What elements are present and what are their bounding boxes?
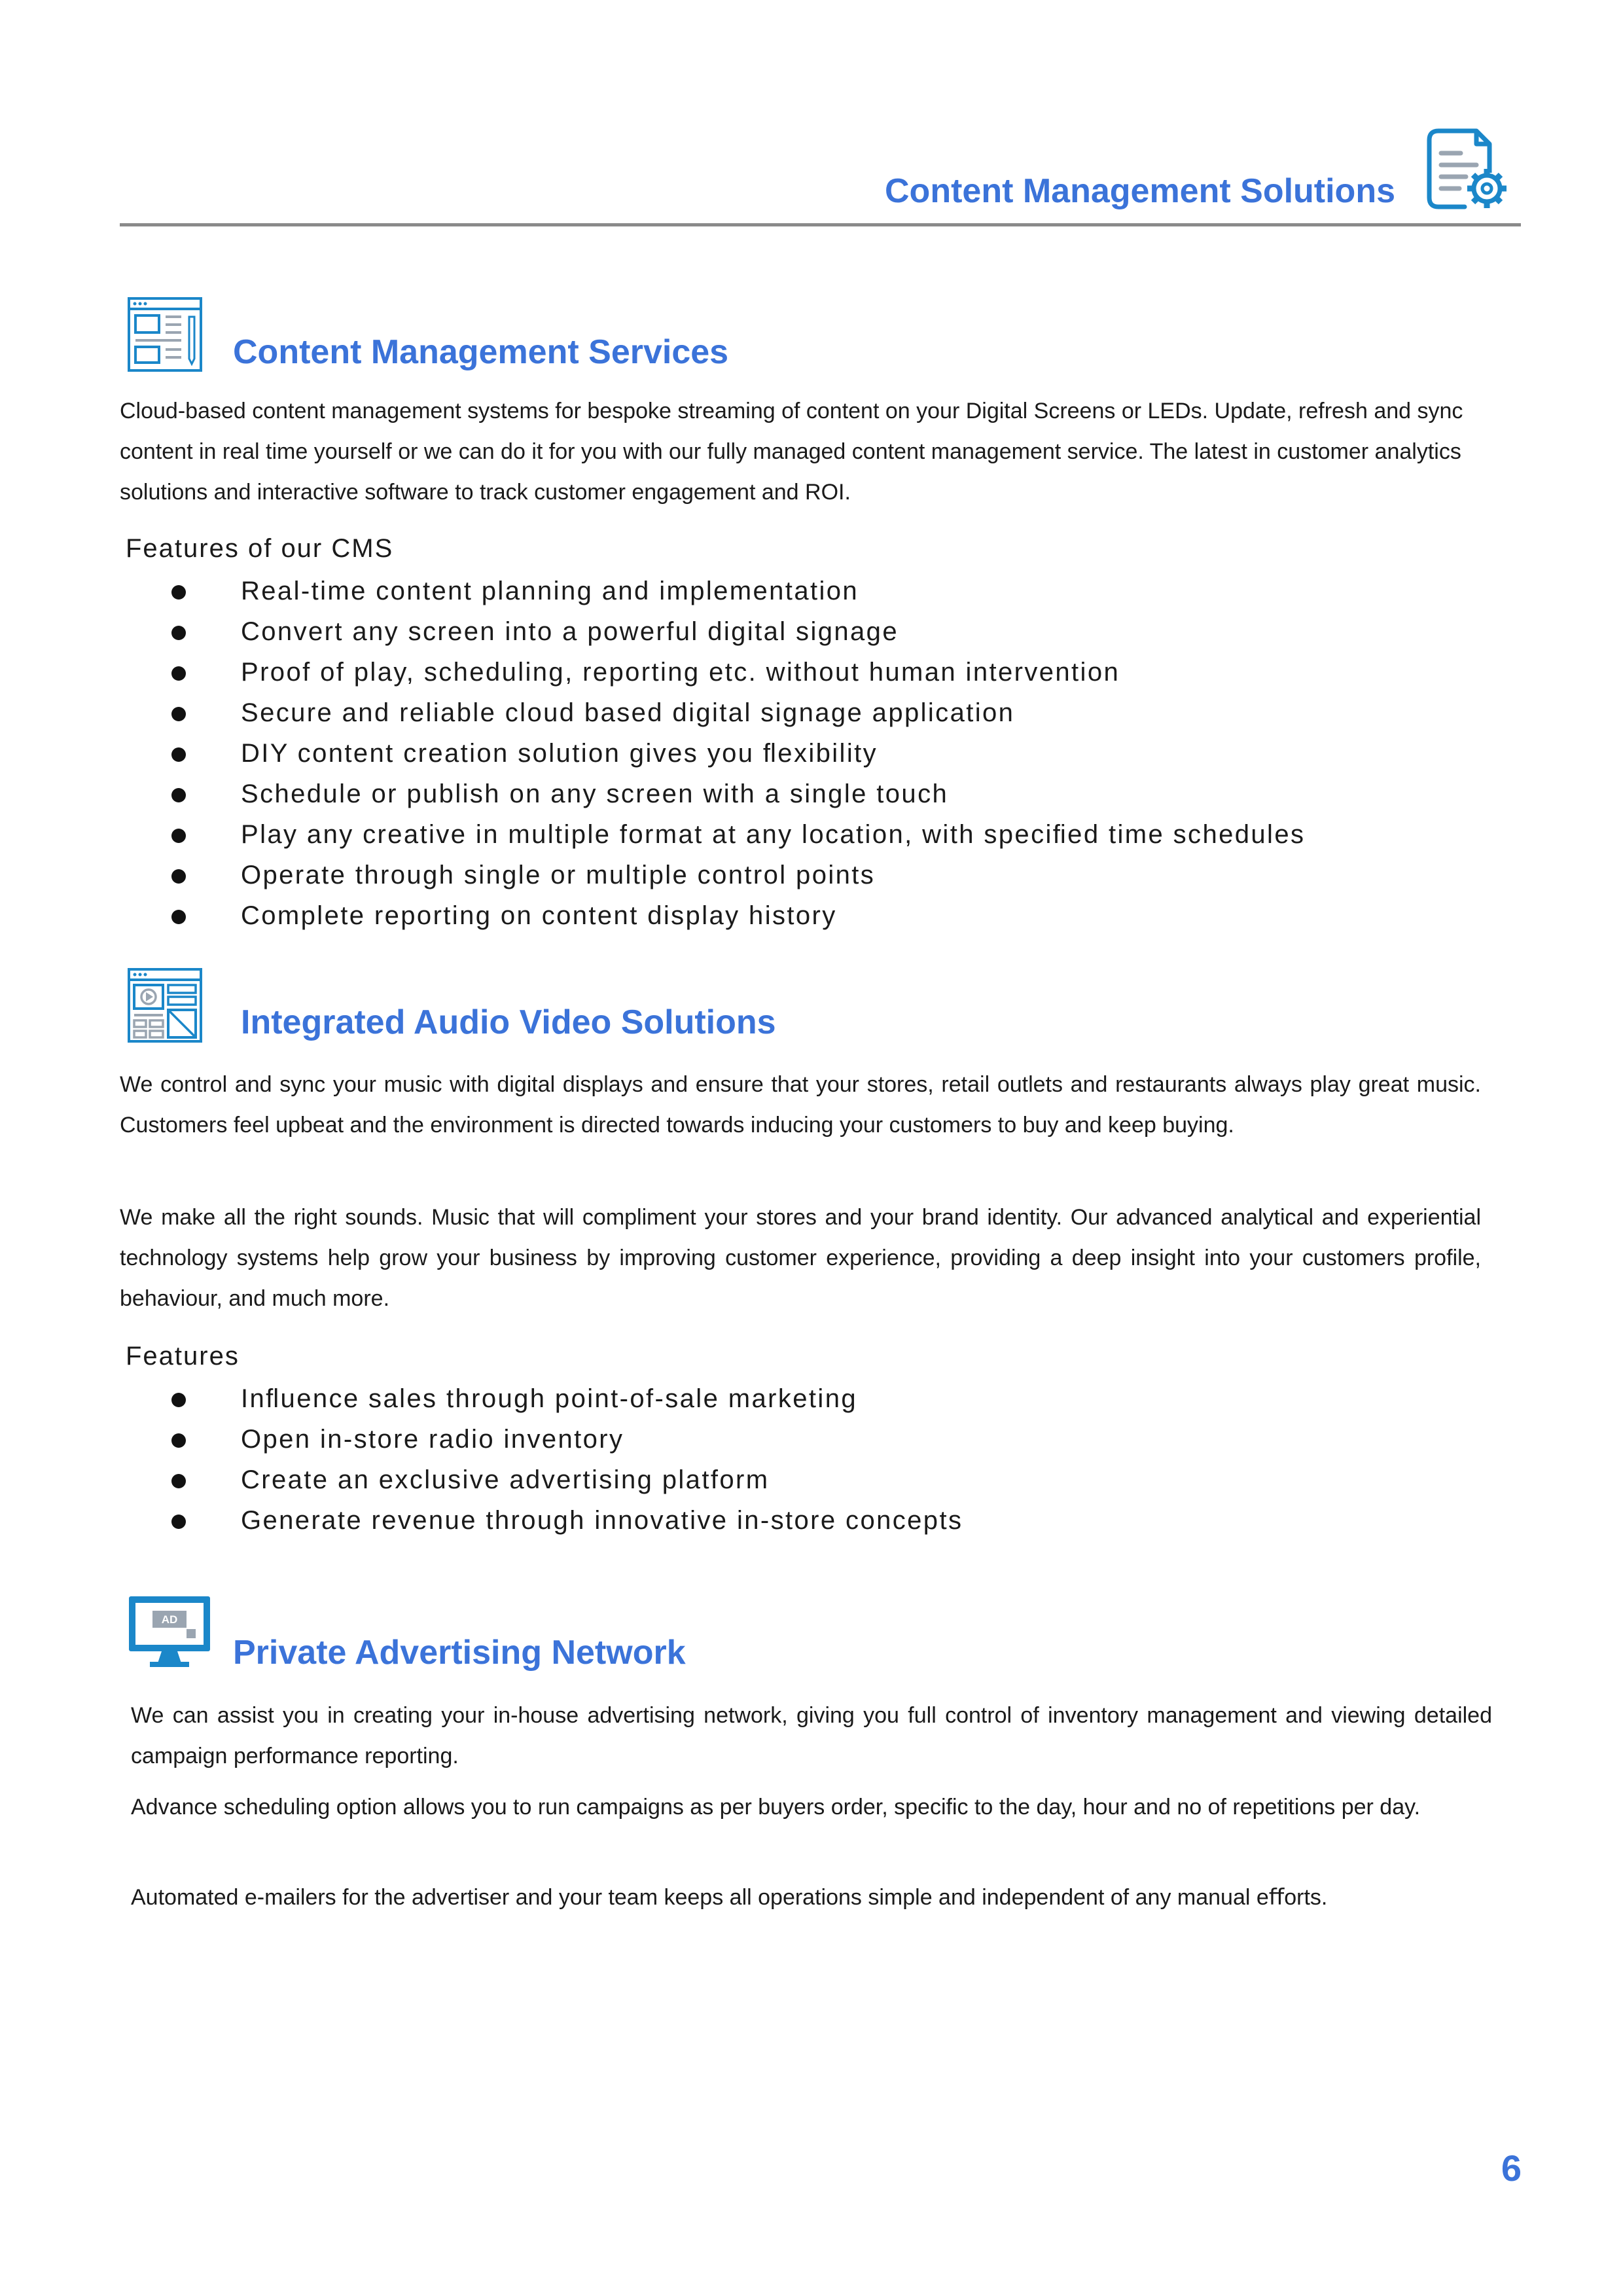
list-item: Create an exclusive advertising platform bbox=[170, 1460, 963, 1500]
section-title-content-management-services: Content Management Services bbox=[233, 333, 729, 371]
header-divider bbox=[120, 223, 1521, 226]
section-paragraph: We control and sync your music with digital displays and ensure that your stores, retail outlets and restaurants always play great music. Customers feel upbeat and the environment is directed towards inducing your customers to buy and keep buying. bbox=[120, 1072, 1481, 1138]
features-list bbox=[170, 571, 1305, 936]
document-gear-icon bbox=[1419, 122, 1514, 217]
section-paragraph: Advance scheduling option allows you to run campaigns as per buyers order, speciﬁc to the day, hour and no of repetitions per day. bbox=[131, 1795, 1421, 1820]
list-item: Convert any screen into a powerful digital signage bbox=[170, 611, 1305, 652]
list-item: Schedule or publish on any screen with a single touch bbox=[170, 774, 1305, 814]
list-item: Play any creative in multiple format at any location, with speciﬁed time schedules bbox=[170, 814, 1305, 855]
section-title-integrated-audio-video: Integrated Audio Video Solutions bbox=[241, 1003, 776, 1041]
list-item: Secure and reliable cloud based digital signage application bbox=[170, 692, 1305, 733]
list-item: Operate through single or multiple control points bbox=[170, 855, 1305, 895]
list-item: Inﬂuence sales through point-of-sale marketing bbox=[170, 1378, 963, 1419]
features-heading: Features of our CMS bbox=[126, 534, 394, 563]
ad-monitor-icon bbox=[126, 1594, 213, 1671]
section-paragraph: Cloud-based content management systems for bespoke streaming of content on your Digital Screens or LEDs. Update, refresh and sync content in real time yourself or we can do it for you with our fully managed content management service. The latest in customer analytics solutions and interactive software to track customer engagement and ROI. bbox=[120, 399, 1463, 505]
media-player-window-icon bbox=[126, 967, 204, 1044]
header-title: Content Management Solutions bbox=[885, 172, 1395, 210]
section-paragraph: Automated e-mailers for the advertiser and your team keeps all operations simple and independent of any manual eﬀorts. bbox=[131, 1885, 1328, 1910]
list-item: Real-time content planning and implementation bbox=[170, 571, 1305, 611]
svg-text:AD: AD bbox=[161, 1613, 178, 1626]
list-item: Complete reporting on content display history bbox=[170, 895, 1305, 936]
list-item: DIY content creation solution gives you ﬂexibility bbox=[170, 733, 1305, 774]
section-paragraph: We can assist you in creating your in-house advertising network, giving you full control of inventory management and viewing detailed campaign performance reporting. bbox=[131, 1703, 1492, 1768]
section-title-private-advertising-network: Private Advertising Network bbox=[233, 1634, 686, 1672]
page-number: 6 bbox=[1501, 2147, 1522, 2189]
list-item: Generate revenue through innovative in-store concepts bbox=[170, 1500, 963, 1541]
list-item: Open in-store radio inventory bbox=[170, 1419, 963, 1460]
features-list bbox=[170, 1378, 963, 1541]
features-heading: Features bbox=[126, 1342, 240, 1371]
section-paragraph: We make all the right sounds. Music that will compliment your stores and your brand identity. Our advanced analytical and experiential technology systems help grow your business by improving customer experience, providing a deep insight into your customers proﬁle, behaviour, and much more. bbox=[120, 1205, 1481, 1311]
layout-window-icon bbox=[126, 296, 204, 373]
list-item: Proof of play, scheduling, reporting etc. without human intervention bbox=[170, 652, 1305, 692]
